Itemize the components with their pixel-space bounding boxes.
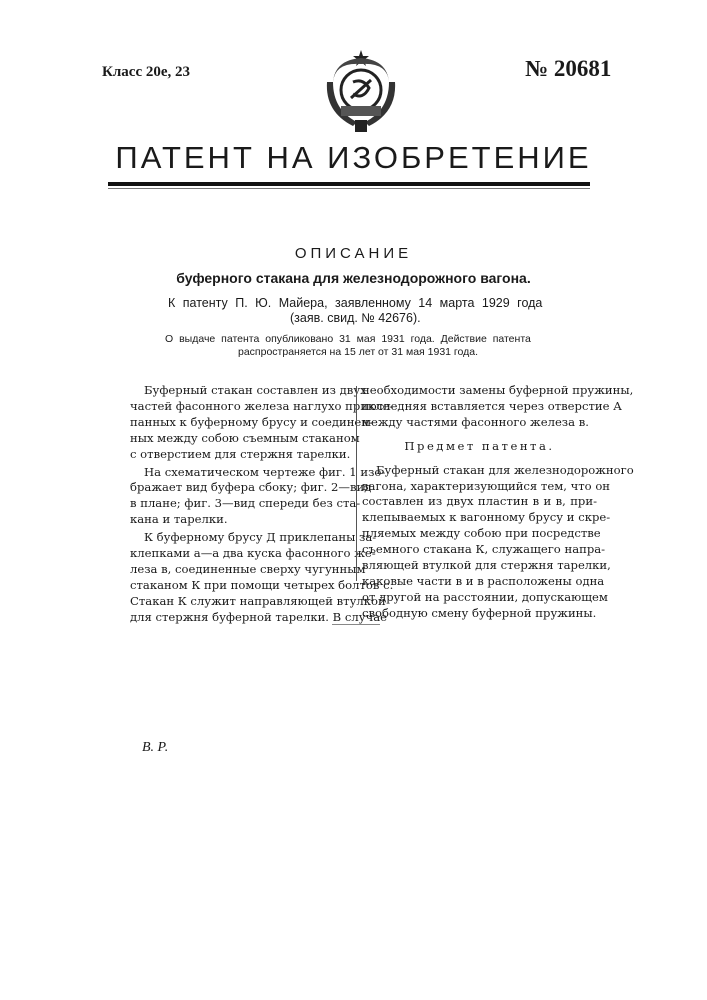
title-divider-thin bbox=[108, 188, 590, 189]
text-line: вагона, характеризующийся тем, что он bbox=[362, 479, 597, 495]
text-line: К буферному брусу Д приклепаны за- bbox=[130, 530, 351, 546]
text-line: с отверстием для стержня тарелки. bbox=[130, 447, 351, 463]
text-line: Буферный стакан для железнодорожного bbox=[362, 463, 597, 479]
column-divider bbox=[356, 386, 357, 581]
patent-class: Класс 20е, 23 bbox=[102, 64, 190, 81]
publication-line: О выдаче патента опубликовано 31 мая 1931 года. Действие патента bbox=[165, 333, 531, 345]
text-line: панных к буферному брусу и соединен- bbox=[130, 415, 351, 431]
text-line: стаканом К при помощи четырех болтов с. bbox=[130, 578, 351, 594]
left-column bbox=[130, 383, 351, 626]
paragraph bbox=[362, 383, 597, 431]
right-column bbox=[362, 383, 597, 622]
patent-number: № 20681 bbox=[525, 56, 611, 82]
text-line: между частями фасонного железа в. bbox=[362, 415, 597, 431]
text-line: свободную смену буферной пружины. bbox=[362, 606, 597, 622]
text-line: кана и тарелки. bbox=[130, 512, 351, 528]
text-line: бражает вид буфера сбоку; фиг. 2—вид bbox=[130, 480, 351, 496]
text-line: для стержня буферной тарелки. В случае bbox=[130, 610, 351, 626]
text-line: последняя вставляется через отверстие А bbox=[362, 399, 597, 415]
text-line: в плане; фиг. 3—вид спереди без ста- bbox=[130, 496, 351, 512]
text-line: вляющей втулкой для стержня тарелки, bbox=[362, 558, 597, 574]
ussr-emblem-icon bbox=[313, 42, 409, 138]
text-line: составлен из двух пластин в и в, при- bbox=[362, 494, 597, 510]
text-line: ных между собою съемным стаканом bbox=[130, 431, 351, 447]
document-title: ПАТЕНТ НА ИЗОБРЕТЕНИЕ bbox=[0, 140, 707, 176]
paragraph bbox=[130, 530, 351, 625]
text-line: Буферный стакан составлен из двух bbox=[130, 383, 351, 399]
text-line: съемного стакана К, служащего напра- bbox=[362, 542, 597, 558]
claims-heading: Предмет патента. bbox=[362, 439, 597, 455]
title-divider bbox=[108, 182, 590, 186]
text-line: леза в, соединенные сверху чугунным bbox=[130, 562, 351, 578]
paragraph bbox=[130, 383, 351, 463]
text-line: частей фасонного железа наглухо прикле- bbox=[130, 399, 351, 415]
end-separator bbox=[332, 624, 380, 625]
description-subtitle: буферного стакана для железнодорожного вагона. bbox=[0, 270, 707, 286]
footer-initials: В. Р. bbox=[142, 740, 168, 756]
text-line: пляемых между собою при посредстве bbox=[362, 526, 597, 542]
text-line: клепками a—a два куска фасонного же- bbox=[130, 546, 351, 562]
validity-line: распространяется на 15 лет от 31 мая 1931 года. bbox=[238, 346, 478, 358]
description-heading: ОПИСАНИЕ bbox=[0, 245, 707, 262]
paragraph bbox=[130, 465, 351, 529]
text-line: каковые части в и в расположены одна bbox=[362, 574, 597, 590]
text-line: Стакан К служит направляющей втулкой bbox=[130, 594, 351, 610]
patent-applicant-line: К патенту П. Ю. Майера, заявленному 14 марта 1929 года bbox=[168, 296, 542, 310]
text-line: клепываемых к вагонному брусу и скре- bbox=[362, 510, 597, 526]
claims-paragraph bbox=[362, 463, 597, 622]
text-line: от другой на расстоянии, допускающем bbox=[362, 590, 597, 606]
application-number-line: (заяв. свид. № 42676). bbox=[290, 311, 421, 325]
text-line: необходимости замены буферной пружины, bbox=[362, 383, 597, 399]
text-line: На схематическом чертеже фиг. 1 изо- bbox=[130, 465, 351, 481]
